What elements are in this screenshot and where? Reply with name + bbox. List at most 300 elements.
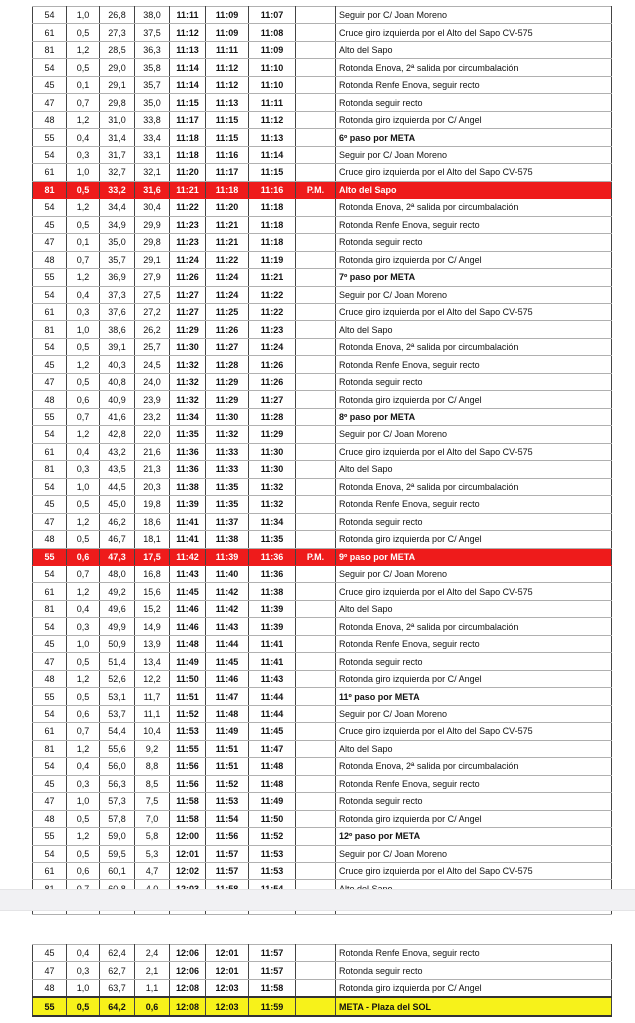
cell-time-fast: 11:23 (170, 216, 206, 233)
cell-mark (296, 531, 336, 548)
cell-segment-km: 0,5 (67, 997, 100, 1015)
cell-road-code: 81 (33, 181, 67, 198)
cell-km-done: 36,9 (100, 269, 135, 286)
table-row (33, 303, 612, 320)
cell-time-slow: 11:44 (249, 688, 296, 705)
cell-road-code: 81 (33, 600, 67, 617)
cell-time-slow: 11:59 (249, 997, 296, 1015)
cell-road-code: 48 (33, 391, 67, 408)
cell-road-code: 54 (33, 566, 67, 583)
cell-time-slow: 11:34 (249, 513, 296, 530)
cell-km-done: 64,2 (100, 997, 135, 1015)
cell-mark (296, 600, 336, 617)
cell-km-left: 7,5 (135, 793, 170, 810)
cell-time-mid: 11:54 (206, 810, 249, 827)
cell-mark (296, 199, 336, 216)
table-row (33, 391, 612, 408)
cell-time-mid: 11:18 (206, 181, 249, 198)
cell-time-slow: 11:18 (249, 234, 296, 251)
cell-time-slow: 11:41 (249, 653, 296, 670)
cell-time-slow: 11:10 (249, 59, 296, 76)
cell-time-slow: 11:44 (249, 705, 296, 722)
cell-time-slow: 11:18 (249, 199, 296, 216)
table-row (33, 234, 612, 251)
cell-time-fast: 11:32 (170, 373, 206, 390)
cell-time-mid: 11:17 (206, 164, 249, 181)
cell-time-mid: 11:15 (206, 111, 249, 128)
cell-km-left: 13,4 (135, 653, 170, 670)
cell-road-code: 81 (33, 41, 67, 58)
cell-time-slow: 11:35 (249, 531, 296, 548)
cell-time-mid: 12:01 (206, 962, 249, 979)
cell-road-code: 45 (33, 216, 67, 233)
cell-mark (296, 234, 336, 251)
cell-time-slow: 11:23 (249, 321, 296, 338)
cell-km-done: 51,4 (100, 653, 135, 670)
cell-description: Rotonda seguir recto (336, 234, 612, 251)
cell-km-left: 22,0 (135, 426, 170, 443)
cell-km-done: 29,8 (100, 94, 135, 111)
table-row (33, 59, 612, 76)
cell-time-fast: 12:08 (170, 997, 206, 1015)
cell-description: Rotonda giro izquierda por C/ Angel (336, 531, 612, 548)
cell-time-slow: 11:48 (249, 775, 296, 792)
cell-km-done: 42,8 (100, 426, 135, 443)
cell-km-left: 29,8 (135, 234, 170, 251)
cell-km-done: 48,0 (100, 566, 135, 583)
table-row (33, 862, 612, 879)
cell-time-fast: 11:18 (170, 129, 206, 146)
cell-description: Cruce giro izquierda por el Alto del Sapo CV-575 (336, 583, 612, 600)
cell-time-fast: 11:43 (170, 566, 206, 583)
table-row (33, 828, 612, 845)
cell-time-mid: 11:52 (206, 775, 249, 792)
cell-mark (296, 426, 336, 443)
cell-description: Alto del Sapo (336, 181, 612, 198)
cell-mark (296, 216, 336, 233)
cell-mark (296, 962, 336, 979)
table-row (33, 566, 612, 583)
cell-mark (296, 793, 336, 810)
table-row (33, 670, 612, 687)
cell-segment-km: 0,4 (67, 443, 100, 460)
table-row (33, 321, 612, 338)
cell-time-slow: 11:27 (249, 391, 296, 408)
cell-segment-km: 1,2 (67, 269, 100, 286)
cell-time-fast: 11:24 (170, 251, 206, 268)
cell-road-code: 48 (33, 251, 67, 268)
cell-road-code: 54 (33, 705, 67, 722)
cell-time-mid: 11:29 (206, 373, 249, 390)
cell-time-slow: 11:58 (249, 979, 296, 997)
cell-road-code: 47 (33, 513, 67, 530)
cell-time-slow: 11:21 (249, 269, 296, 286)
cell-description: Rotonda Renfe Enova, seguir recto (336, 496, 612, 513)
cell-description: Seguir por C/ Joan Moreno (336, 705, 612, 722)
cell-km-done: 52,6 (100, 670, 135, 687)
cell-road-code: 48 (33, 670, 67, 687)
cell-segment-km: 1,0 (67, 793, 100, 810)
cell-time-slow: 11:49 (249, 793, 296, 810)
cell-mark (296, 129, 336, 146)
cell-km-done: 49,9 (100, 618, 135, 635)
cell-km-left: 27,5 (135, 286, 170, 303)
cell-description: 7º paso por META (336, 269, 612, 286)
cell-km-done: 57,8 (100, 810, 135, 827)
table-row (33, 478, 612, 495)
cell-km-left: 4,7 (135, 862, 170, 879)
cell-km-left: 26,2 (135, 321, 170, 338)
cell-time-slow: 11:52 (249, 828, 296, 845)
cell-time-slow: 11:07 (249, 7, 296, 24)
cell-km-left: 19,8 (135, 496, 170, 513)
table-row (33, 426, 612, 443)
cell-segment-km: 0,5 (67, 531, 100, 548)
cell-km-done: 37,3 (100, 286, 135, 303)
table-row (33, 251, 612, 268)
cell-time-fast: 11:15 (170, 94, 206, 111)
table-row (33, 146, 612, 163)
cell-time-mid: 11:37 (206, 513, 249, 530)
cell-mark (296, 618, 336, 635)
cell-km-left: 17,5 (135, 548, 170, 565)
cell-road-code: 54 (33, 286, 67, 303)
cell-description: Seguir por C/ Joan Moreno (336, 566, 612, 583)
cell-km-left: 0,6 (135, 997, 170, 1015)
cell-description: Rotonda seguir recto (336, 962, 612, 979)
table-row (33, 356, 612, 373)
cell-time-slow: 11:36 (249, 548, 296, 565)
cell-description: Rotonda giro izquierda por C/ Angel (336, 111, 612, 128)
table-row (33, 408, 612, 425)
cell-time-fast: 11:36 (170, 461, 206, 478)
cell-description: Rotonda Enova, 2ª salida por circumbalación (336, 618, 612, 635)
cell-time-mid: 11:09 (206, 7, 249, 24)
cell-km-done: 27,3 (100, 24, 135, 41)
cell-time-fast: 11:20 (170, 164, 206, 181)
cell-time-fast: 12:06 (170, 962, 206, 979)
cell-time-fast: 11:34 (170, 408, 206, 425)
cell-mark (296, 705, 336, 722)
cell-km-left: 8,5 (135, 775, 170, 792)
cell-segment-km: 0,5 (67, 845, 100, 862)
cell-km-done: 57,3 (100, 793, 135, 810)
cell-road-code: 55 (33, 408, 67, 425)
cell-time-fast: 11:39 (170, 496, 206, 513)
cell-segment-km: 0,4 (67, 758, 100, 775)
cell-mark (296, 723, 336, 740)
cell-km-done: 49,6 (100, 600, 135, 617)
cell-time-fast: 11:55 (170, 740, 206, 757)
cell-km-left: 27,9 (135, 269, 170, 286)
cell-km-left: 9,2 (135, 740, 170, 757)
cell-km-done: 43,5 (100, 461, 135, 478)
cell-road-code: 54 (33, 478, 67, 495)
cell-time-mid: 11:24 (206, 286, 249, 303)
cell-road-code: 55 (33, 828, 67, 845)
cell-description: Cruce giro izquierda por el Alto del Sapo CV-575 (336, 164, 612, 181)
cell-km-left: 12,2 (135, 670, 170, 687)
cell-road-code: 55 (33, 548, 67, 565)
cell-segment-km: 0,3 (67, 775, 100, 792)
cell-road-code: 81 (33, 461, 67, 478)
cell-mark (296, 391, 336, 408)
cell-description: Alto del Sapo (336, 600, 612, 617)
cell-km-left: 36,3 (135, 41, 170, 58)
cell-mark (296, 373, 336, 390)
cell-time-fast: 12:00 (170, 828, 206, 845)
cell-time-slow: 11:29 (249, 426, 296, 443)
cell-km-done: 35,7 (100, 251, 135, 268)
cell-description: META - Plaza del SOL (336, 997, 612, 1015)
route-table-part-2 (32, 944, 612, 1017)
cell-description: Rotonda giro izquierda por C/ Angel (336, 670, 612, 687)
cell-mark (296, 303, 336, 320)
cell-description: Rotonda seguir recto (336, 513, 612, 530)
table-row (33, 496, 612, 513)
cell-road-code: 61 (33, 862, 67, 879)
cell-segment-km: 0,6 (67, 862, 100, 879)
cell-road-code: 55 (33, 688, 67, 705)
table-row (33, 76, 612, 93)
cell-mark: P.M. (296, 548, 336, 565)
cell-segment-km: 0,6 (67, 705, 100, 722)
cell-mark (296, 269, 336, 286)
cell-mark (296, 408, 336, 425)
cell-time-mid: 11:21 (206, 216, 249, 233)
cell-time-fast: 11:32 (170, 356, 206, 373)
cell-mark (296, 356, 336, 373)
cell-segment-km: 1,0 (67, 478, 100, 495)
cell-segment-km: 1,2 (67, 356, 100, 373)
cell-km-done: 28,5 (100, 41, 135, 58)
cell-time-fast: 11:14 (170, 59, 206, 76)
cell-time-slow: 11:28 (249, 408, 296, 425)
cell-time-fast: 11:12 (170, 24, 206, 41)
cell-mark (296, 443, 336, 460)
cell-km-left: 33,4 (135, 129, 170, 146)
cell-km-done: 26,8 (100, 7, 135, 24)
cell-segment-km: 0,7 (67, 251, 100, 268)
cell-time-slow: 11:14 (249, 146, 296, 163)
cell-mark (296, 688, 336, 705)
cell-time-mid: 11:21 (206, 234, 249, 251)
cell-time-mid: 11:35 (206, 478, 249, 495)
cell-description: 12º paso por META (336, 828, 612, 845)
cell-time-slow: 11:45 (249, 723, 296, 740)
cell-segment-km: 0,5 (67, 24, 100, 41)
cell-km-done: 29,0 (100, 59, 135, 76)
cell-time-slow: 11:26 (249, 356, 296, 373)
table-row (33, 705, 612, 722)
cell-time-fast: 11:14 (170, 76, 206, 93)
cell-time-mid: 11:53 (206, 793, 249, 810)
cell-mark (296, 845, 336, 862)
cell-time-mid: 11:42 (206, 600, 249, 617)
cell-mark (296, 24, 336, 41)
cell-description: Rotonda Renfe Enova, seguir recto (336, 76, 612, 93)
cell-time-fast: 11:18 (170, 146, 206, 163)
cell-km-done: 46,7 (100, 531, 135, 548)
table-row (33, 513, 612, 530)
cell-time-slow: 11:39 (249, 600, 296, 617)
cell-segment-km: 0,4 (67, 945, 100, 962)
cell-time-fast: 11:21 (170, 181, 206, 198)
cell-road-code: 47 (33, 234, 67, 251)
cell-mark (296, 76, 336, 93)
cell-description: Alto del Sapo (336, 461, 612, 478)
cell-road-code: 61 (33, 723, 67, 740)
cell-description: Seguir por C/ Joan Moreno (336, 7, 612, 24)
cell-description: Rotonda seguir recto (336, 94, 612, 111)
cell-time-mid: 11:27 (206, 338, 249, 355)
cell-time-slow: 11:57 (249, 945, 296, 962)
cell-road-code: 48 (33, 531, 67, 548)
cell-km-done: 49,2 (100, 583, 135, 600)
cell-description: Rotonda Enova, 2ª salida por circumbalación (336, 59, 612, 76)
cell-description: Rotonda Renfe Enova, seguir recto (336, 775, 612, 792)
cell-road-code: 47 (33, 373, 67, 390)
cell-road-code: 48 (33, 111, 67, 128)
cell-segment-km: 0,6 (67, 391, 100, 408)
cell-km-done: 41,6 (100, 408, 135, 425)
cell-road-code: 45 (33, 496, 67, 513)
cell-mark (296, 7, 336, 24)
cell-time-fast: 11:35 (170, 426, 206, 443)
cell-road-code: 54 (33, 758, 67, 775)
cell-km-done: 62,7 (100, 962, 135, 979)
cell-km-done: 56,3 (100, 775, 135, 792)
cell-road-code: 47 (33, 653, 67, 670)
cell-time-slow: 11:30 (249, 461, 296, 478)
cell-km-left: 32,1 (135, 164, 170, 181)
table-row (33, 461, 612, 478)
cell-km-left: 20,3 (135, 478, 170, 495)
cell-time-mid: 11:33 (206, 443, 249, 460)
cell-time-fast: 11:52 (170, 705, 206, 722)
cell-time-mid: 11:15 (206, 129, 249, 146)
cell-time-fast: 12:01 (170, 845, 206, 862)
cell-time-slow: 11:57 (249, 962, 296, 979)
cell-time-slow: 11:24 (249, 338, 296, 355)
cell-time-fast: 11:27 (170, 286, 206, 303)
cell-time-mid: 11:39 (206, 548, 249, 565)
cell-time-slow: 11:41 (249, 635, 296, 652)
cell-mark (296, 945, 336, 962)
cell-time-mid: 11:46 (206, 670, 249, 687)
table-row (33, 845, 612, 862)
cell-road-code: 61 (33, 583, 67, 600)
cell-segment-km: 0,5 (67, 59, 100, 76)
cell-km-done: 59,0 (100, 828, 135, 845)
cell-road-code: 47 (33, 793, 67, 810)
cell-segment-km: 0,4 (67, 286, 100, 303)
cell-time-fast: 11:36 (170, 443, 206, 460)
cell-road-code: 45 (33, 356, 67, 373)
cell-road-code: 54 (33, 59, 67, 76)
cell-segment-km: 1,2 (67, 41, 100, 58)
cell-road-code: 81 (33, 740, 67, 757)
cell-time-slow: 11:36 (249, 566, 296, 583)
cell-mark (296, 59, 336, 76)
cell-segment-km: 0,4 (67, 600, 100, 617)
cell-mark (296, 111, 336, 128)
cell-km-left: 33,1 (135, 146, 170, 163)
cell-time-fast: 11:58 (170, 810, 206, 827)
cell-road-code: 48 (33, 979, 67, 997)
cell-time-fast: 11:41 (170, 531, 206, 548)
cell-km-done: 38,6 (100, 321, 135, 338)
cell-segment-km: 1,2 (67, 740, 100, 757)
cell-time-slow: 11:53 (249, 845, 296, 862)
table-row (33, 758, 612, 775)
cell-segment-km: 0,3 (67, 962, 100, 979)
table-row (33, 583, 612, 600)
cell-km-left: 35,0 (135, 94, 170, 111)
cell-km-done: 40,9 (100, 391, 135, 408)
cell-description: Cruce giro izquierda por el Alto del Sapo CV-575 (336, 443, 612, 460)
cell-segment-km: 0,1 (67, 234, 100, 251)
cell-description: Seguir por C/ Joan Moreno (336, 845, 612, 862)
cell-time-slow: 11:38 (249, 583, 296, 600)
cell-road-code: 47 (33, 962, 67, 979)
cell-time-fast: 11:48 (170, 635, 206, 652)
table-row (33, 775, 612, 792)
cell-description: Cruce giro izquierda por el Alto del Sapo CV-575 (336, 723, 612, 740)
cell-time-slow: 11:47 (249, 740, 296, 757)
cell-mark (296, 670, 336, 687)
cell-km-done: 34,4 (100, 199, 135, 216)
cell-description: Seguir por C/ Joan Moreno (336, 426, 612, 443)
cell-segment-km: 1,2 (67, 199, 100, 216)
cell-time-fast: 11:49 (170, 653, 206, 670)
cell-km-left: 21,3 (135, 461, 170, 478)
cell-time-fast: 11:38 (170, 478, 206, 495)
table-row (33, 94, 612, 111)
cell-km-done: 34,9 (100, 216, 135, 233)
cell-description: Rotonda seguir recto (336, 653, 612, 670)
cell-time-slow: 11:32 (249, 496, 296, 513)
cell-road-code: 54 (33, 338, 67, 355)
table-row (33, 286, 612, 303)
cell-km-done: 55,6 (100, 740, 135, 757)
cell-segment-km: 1,0 (67, 321, 100, 338)
cell-mark: P.M. (296, 181, 336, 198)
cell-time-slow: 11:22 (249, 303, 296, 320)
cell-mark (296, 566, 336, 583)
cell-segment-km: 0,5 (67, 216, 100, 233)
cell-km-left: 5,3 (135, 845, 170, 862)
table-row (33, 688, 612, 705)
cell-segment-km: 0,7 (67, 408, 100, 425)
table-row (33, 531, 612, 548)
cell-time-slow: 11:39 (249, 618, 296, 635)
cell-road-code: 54 (33, 845, 67, 862)
cell-description: Rotonda seguir recto (336, 373, 612, 390)
cell-km-left: 35,8 (135, 59, 170, 76)
cell-km-left: 27,2 (135, 303, 170, 320)
table-row (33, 181, 612, 198)
cell-mark (296, 979, 336, 997)
cell-description: Seguir por C/ Joan Moreno (336, 146, 612, 163)
cell-description: 11º paso por META (336, 688, 612, 705)
cell-km-left: 13,9 (135, 635, 170, 652)
cell-km-left: 1,1 (135, 979, 170, 997)
cell-km-left: 15,6 (135, 583, 170, 600)
cell-time-mid: 11:51 (206, 740, 249, 757)
cell-km-done: 63,7 (100, 979, 135, 997)
cell-time-fast: 11:56 (170, 775, 206, 792)
